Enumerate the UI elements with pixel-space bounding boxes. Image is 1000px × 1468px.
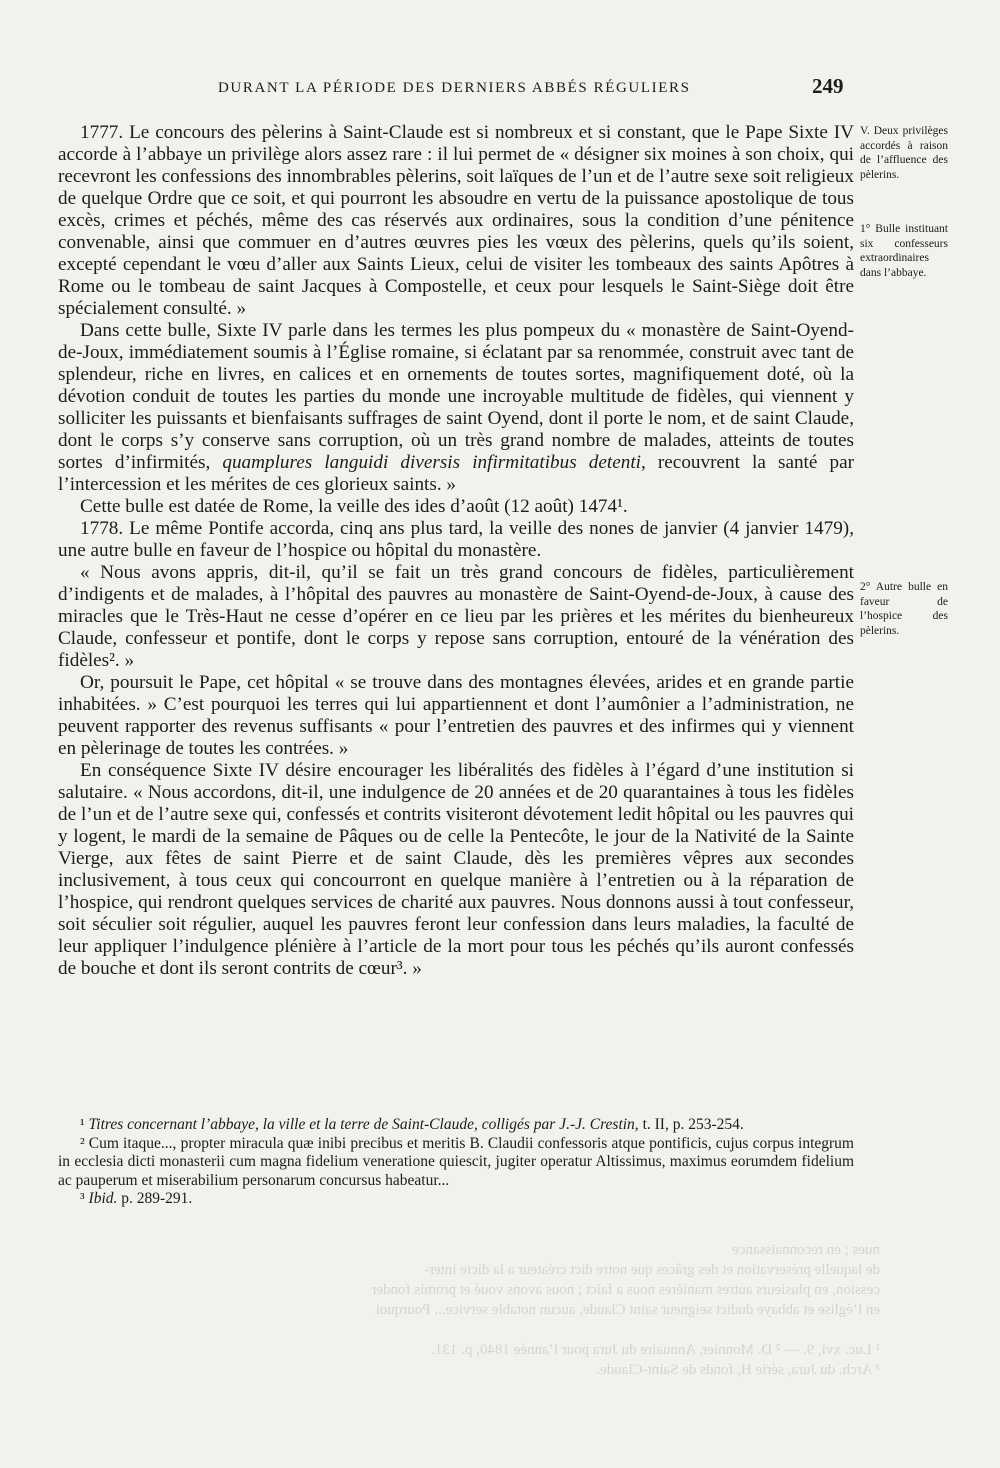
footnote <box>58 1190 854 1209</box>
margin-note: V. Deux privilèges accordés à raison de l’affluence des pèlerins. <box>860 125 948 181</box>
paragraph-text: Dans cette bulle, Sixte IV parle dans les termes les plus pompeux du « monastère de Saint-Oyend-de-Joux, immédiatement soumis à l’Église romaine, si éclatant par sa renommée, construit avec tant de splendeur, riche en livres, en calices et en ornements de toutes sortes, magnifiquement doté, où la dévotion conduit de toutes les parties du monde une incroyable multitude de fidèles, qui viennent y solliciter les puissants et bienfaisants suffrages de saint Oyend, dont il porte le nom, et de saint Claude, dont le corps s’y conserve sans corruption, où un très grand nombre de malades, atteints de toutes sortes d’infirmités, <box>58 320 854 473</box>
footnote-text: p. 289-291. <box>117 1190 193 1207</box>
footnote-title: Ibid. <box>88 1190 118 1207</box>
footnote-text: t. II, p. 253-254. <box>638 1116 744 1133</box>
footnote-mark: ² <box>80 1134 89 1152</box>
running-title: DURANT LA PÉRIODE DES DERNIERS ABBÉS RÉGULIERS <box>218 80 691 96</box>
paragraph: Cette bulle est datée de Rome, la veille des ides d’août (12 août) 1474¹. <box>80 496 628 517</box>
paragraph: 1778. Le même Pontife accorda, cinq ans plus tard, la veille des nones de janvier (4 janvier 1479), une autre bulle en faveur de l’hospice ou hôpital du monastère. <box>58 518 854 561</box>
page-header <box>0 74 1000 104</box>
paragraph: « Nous avons appris, dit-il, qu’il se fait un très grand concours de fidèles, particulièrement d’indigents et de malades, à l’hôpital des pauvres au monastère de Saint-Oyend-de-Joux, à cause des miracles que le Très-Haut ne cesse d’opérer en ce lieu par les prières et les mérites du bienheureux Claude, confesseur et pontife, dont le corps y repose sans corruption, entouré de la vénération des fidèles². » <box>58 562 854 671</box>
paragraph: 1777. Le concours des pèlerins à Saint-Claude est si nombreux et si constant, que le Pape Sixte IV accorde à l’abbaye un privilège alors assez rare : il lui permet de « désigner six moines à son choix, qui recevront les confessions des innombrables pèlerins, soit laïques de l’un et de l’autre sexe soit religieux de quelque Ordre que ce soit, et qui pourront les absoudre en vertu de la puissance apostolique de tous excès, crimes et péchés, même des cas réservés aux ordinaires, sous la condition d’une pénitence convenable, ainsi que commuer en d’autres œuvres pies les vœux des pèlerins, quels qu’ils soient, excepté cependant le vœu d’aller aux Saints Lieux, celui de visiter les tombeaux des saints Apôtres à Rome ou le tombeau de saint Jacques à Compostelle, et ceux pour lesquels le Saint-Siège doit être spécialement consulté. » <box>58 122 854 319</box>
footnote <box>58 1116 854 1135</box>
footnote-mark: ¹ <box>80 1116 89 1133</box>
bleed-through-text: nues ; en reconnaissance de laquelle préservation et des grâces que notre dict créateur a la dicte inter- cession, en plusieurs autres manières nous a faict ; nous avons voué et promis fonder en l’église et abbaye dudict seigneur saint Claude, aucun notable service... Pourquoi ¹ Luc. xvi, 9. — ² D. Monnier, Annuaire du Jura pour l’année 1840, p. 131. ³ Arch. du Jura, série H, fonds de Saint-Claude. <box>371 1242 880 1378</box>
margin-note: 2° Autre bulle en faveur de l’hospice des pèlerins. <box>860 581 948 637</box>
page-number: 249 <box>812 74 844 98</box>
latin-quotation: quamplures languidi diversis infirmitatibus detenti, <box>222 452 646 473</box>
margin-note: 1° Bulle instituant six confesseurs extraordinaires dans l’abbaye. <box>860 223 948 279</box>
paragraph <box>58 320 854 496</box>
main-text <box>58 122 854 980</box>
paragraph: Or, poursuit le Pape, cet hôpital « se trouve dans des montagnes élevées, arides et en grande partie inhabitées. » C’est pourquoi les terres qui lui appartiennent et dont l’aumônier a l’administration, ne peuvent rapporter des revenus suffisants « pour l’entretien des pauvres et des infirmes qui y viennent en pèlerinage de toutes les contrées. » <box>58 672 854 759</box>
paragraph: En conséquence Sixte IV désire encourager les libéralités des fidèles à l’égard d’une institution si salutaire. « Nous accordons, dit-il, une indulgence de 20 années et de 20 quarantaines à tous les fidèles de l’un et de l’autre sexe qui, confessés et contrits visiteront dévotement ledit hôpital ou les pauvres qui y logent, le mardi de la semaine de Pâques ou de celle la Pentecôte, le jour de la Nativité de la Sainte Vierge, aux fêtes de saint Pierre et de saint Claude, dès les premières vêpres aux secondes inclusivement, à tous ceux qui concourront en quelque manière à l’entretien ou à la réparation de l’hospice, qui rendront quelques services de charité aux pauvres. Nous donnons aussi à tout confesseur, soit séculier soit régulier, auquel les pauvres feront leur confession dans leurs maladies, la faculté de leur appliquer l’indulgence plénière à l’article de la mort pour tous les péchés qu’ils auront confessés de bouche et dont ils seront contrits de cœur³. » <box>58 760 854 979</box>
footnotes <box>58 1116 854 1209</box>
footnote-mark: ³ <box>80 1190 89 1207</box>
footnote-title: Titres concernant l’abbaye, la ville et la terre de Saint-Claude, colligés par J.-J. Crestin, <box>88 1116 639 1133</box>
footnote-text: Cum itaque..., propter miracula quæ inibi precibus et meritis B. Claudii confessoris atque pontificis, cujus corpus integrum in ecclesia dicti monasterii cum magna fidelium veneratione quiescit, jugiter operatur Altissimus, maximus eorumdem fidelium ac pauperum et miserabilium personarum concursus habeatur... <box>58 1134 854 1189</box>
paragraph-text: recouvrent la santé par l’intercession et les mérites de ces glorieux saints. » <box>58 452 854 495</box>
footnote <box>58 1135 854 1191</box>
